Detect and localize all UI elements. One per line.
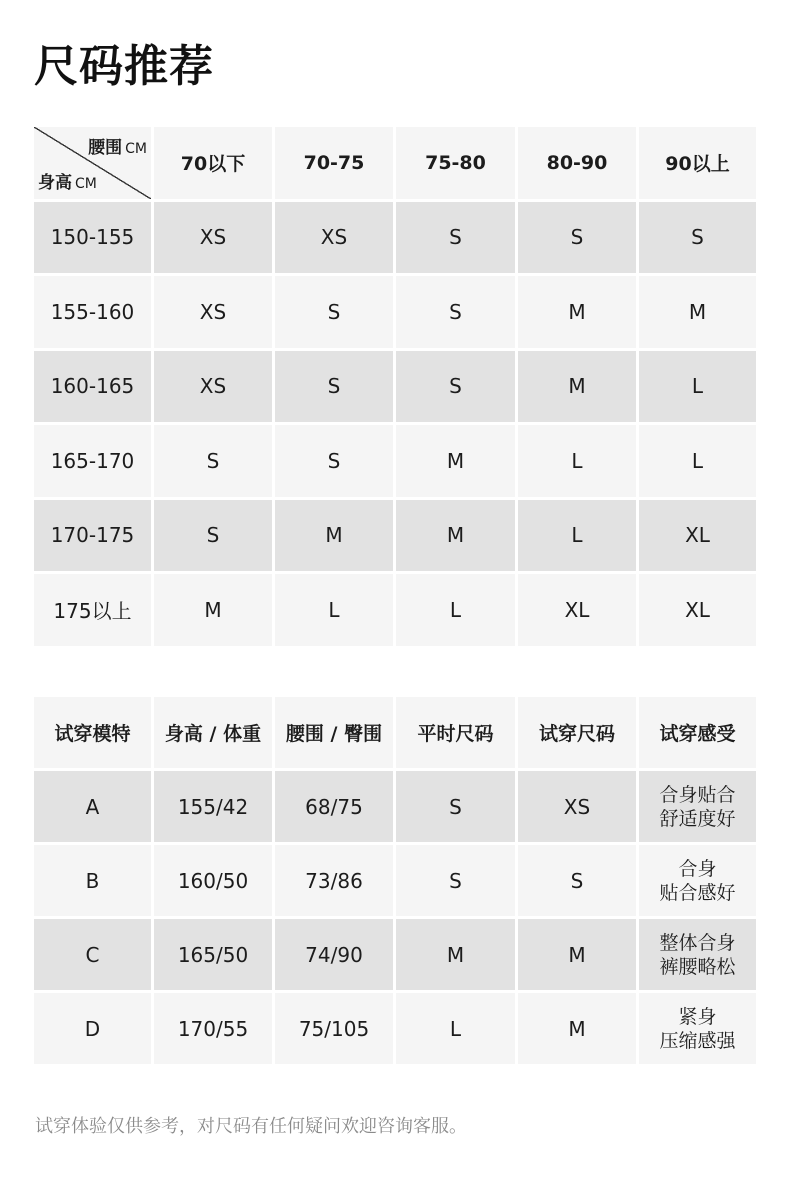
height-range-cell: 150-155 [34,202,151,274]
height-range-cell: 175以上 [34,574,151,646]
waist-column-header: 75-80 [396,127,515,199]
fit-feel-cell [639,919,756,990]
fit-feel-line: 贴合感好 [659,881,736,904]
size-cell: S [154,500,272,572]
usual-size-cell: S [396,771,515,842]
waist-hip-column-header: 腰围 / 臀围 [275,697,393,768]
size-cell: M [396,500,515,572]
tried-size-column-header: 试穿尺码 [518,697,636,768]
fit-feel-line: 裤腰略松 [659,955,736,978]
size-cell: S [275,351,393,423]
model-table-row [34,919,756,990]
model-column-header: 试穿模特 [34,697,151,768]
size-cell: XS [154,351,272,423]
height-weight-cell: 155/42 [154,771,272,842]
corner-height-label: 身高 CM [38,172,97,193]
size-cell: S [275,425,393,497]
waist-hip-cell: 73/86 [275,845,393,916]
size-cell: S [396,351,515,423]
usual-size-cell: M [396,919,515,990]
size-table-row [34,351,756,423]
waist-hip-cell: 68/75 [275,771,393,842]
size-cell: XS [154,276,272,348]
fit-feel-line: 合身 [678,857,717,880]
size-cell: L [396,574,515,646]
size-table-row [34,574,756,646]
size-cell: M [154,574,272,646]
disclaimer-footnote: 试穿体验仅供参考，对尺码有任何疑问欢迎咨询客服。 [35,1116,467,1137]
fit-feel-column-header: 试穿感受 [639,697,756,768]
size-table-row [34,276,756,348]
size-table-corner-cell [34,127,151,199]
model-table-header-row [34,697,756,768]
size-table-row [34,202,756,274]
tried-size-cell: XS [518,771,636,842]
height-weight-cell: 160/50 [154,845,272,916]
waist-hip-cell: 74/90 [275,919,393,990]
height-range-cell: 165-170 [34,425,151,497]
size-cell: S [396,202,515,274]
model-table-row [34,845,756,916]
size-cell: M [396,425,515,497]
usual-size-cell: L [396,993,515,1064]
fit-feel-cell [639,993,756,1064]
size-cell: L [518,425,636,497]
size-cell: S [639,202,756,274]
corner-waist-label: 腰围 CM [88,138,147,158]
model-table-row [34,771,756,842]
model-cell: C [34,919,151,990]
usual-size-column-header: 平时尺码 [396,697,515,768]
size-cell: L [639,351,756,423]
size-cell: L [518,500,636,572]
fit-feel-line: 合身贴合 [659,783,736,806]
usual-size-cell: S [396,845,515,916]
fit-feel-cell [639,771,756,842]
height-range-cell: 170-175 [34,500,151,572]
model-table-row [34,993,756,1064]
waist-column-header: 80-90 [518,127,636,199]
size-cell: XS [154,202,272,274]
size-table-row [34,500,756,572]
fit-feel-line: 紧身 [678,1005,717,1028]
waist-column-header: 70以下 [154,127,272,199]
tried-size-cell: M [518,993,636,1064]
height-range-cell: 155-160 [34,276,151,348]
waist-column-header: 70-75 [275,127,393,199]
size-cell: S [396,276,515,348]
size-table-row [34,425,756,497]
page-title: 尺码推荐 [34,41,214,92]
size-cell: M [518,276,636,348]
size-cell: L [275,574,393,646]
model-cell: B [34,845,151,916]
size-cell: XS [275,202,393,274]
waist-column-header: 90以上 [639,127,756,199]
size-cell: XL [518,574,636,646]
fit-feel-line: 整体合身 [659,931,736,954]
size-cell: XL [639,574,756,646]
waist-hip-cell: 75/105 [275,993,393,1064]
size-cell: S [518,202,636,274]
size-cell: M [518,351,636,423]
model-cell: D [34,993,151,1064]
size-cell: S [154,425,272,497]
size-cell: S [275,276,393,348]
height-range-cell: 160-165 [34,351,151,423]
height-weight-column-header: 身高 / 体重 [154,697,272,768]
model-cell: A [34,771,151,842]
fit-feel-line: 压缩感强 [659,1029,736,1052]
fit-feel-cell [639,845,756,916]
height-weight-cell: 165/50 [154,919,272,990]
tried-size-cell: M [518,919,636,990]
model-fit-table [31,694,759,1067]
size-recommendation-table [31,124,759,649]
size-cell: M [639,276,756,348]
size-table-header-row [34,127,756,199]
size-cell: XL [639,500,756,572]
size-cell: L [639,425,756,497]
tried-size-cell: S [518,845,636,916]
fit-feel-line: 舒适度好 [659,807,736,830]
size-cell: M [275,500,393,572]
height-weight-cell: 170/55 [154,993,272,1064]
